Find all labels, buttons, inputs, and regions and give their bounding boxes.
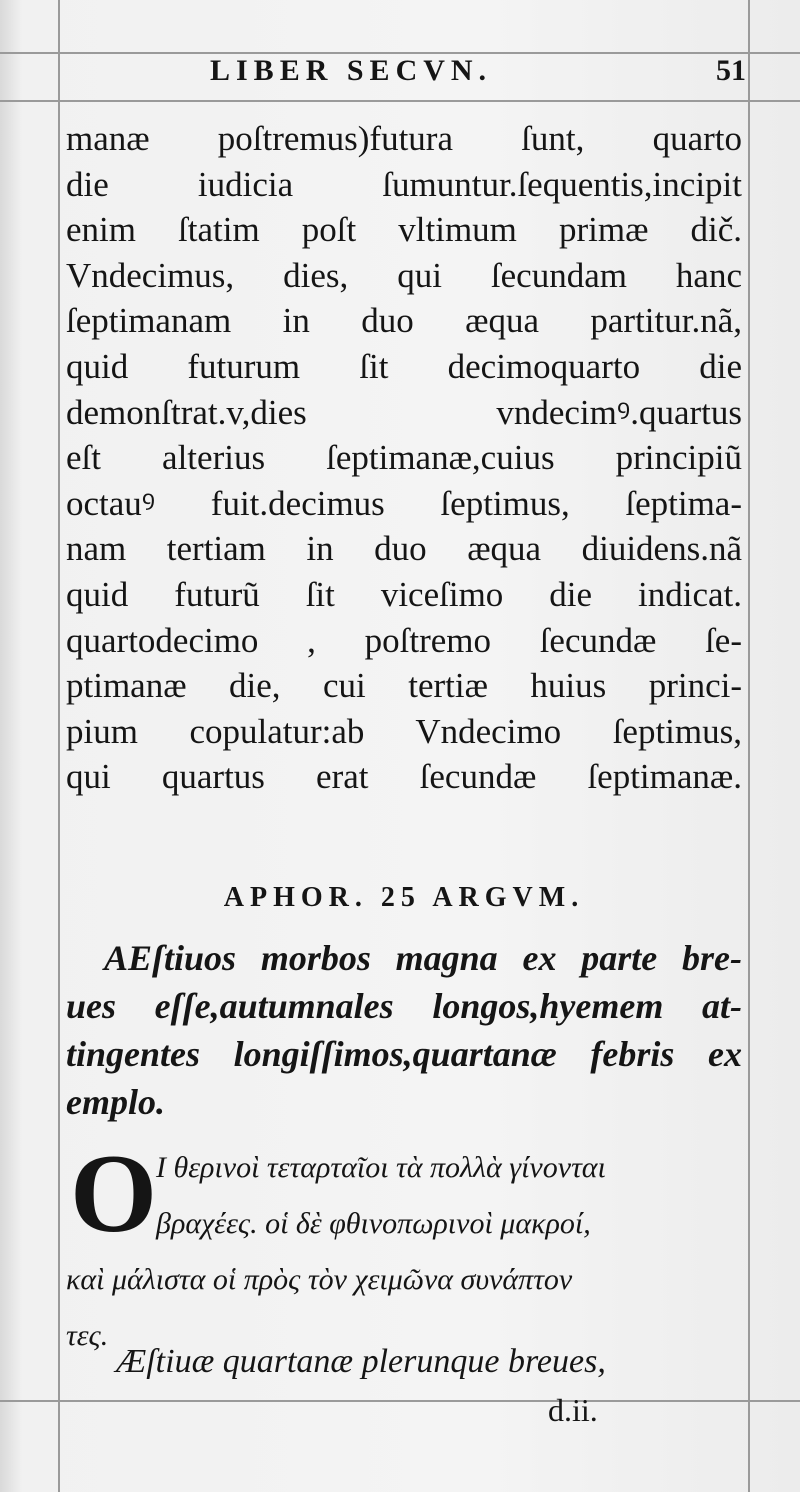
left-margin-rule bbox=[58, 0, 60, 1492]
header-rule bbox=[0, 100, 800, 102]
greek-line: καὶ μάλιστα οἱ πρὸς τὸν χειμῶνα συνάπτον bbox=[66, 1263, 573, 1296]
greek-line: βραχέες. οἱ δὲ φθινοπωρινοὶ μακροί, bbox=[156, 1207, 591, 1240]
right-margin-rule bbox=[748, 0, 750, 1492]
commentary-line: qui quartus erat ſecundæ ſeptimanæ. bbox=[66, 757, 742, 797]
running-head bbox=[210, 54, 770, 94]
closing-paragraph bbox=[66, 1340, 742, 1386]
commentary-line: quartodecimo , poſtremo ſecundæ ſe- bbox=[66, 620, 742, 660]
aphorism-line: ues eſſe,autumnales longos,hyemem at- bbox=[66, 986, 742, 1026]
aphorism-line: tingentes longiſſimos,quartanæ febris ex bbox=[66, 1034, 742, 1074]
commentary-line: quid futurum ſit decimoquarto die bbox=[66, 346, 742, 386]
aphorism-line: emplo. bbox=[66, 1082, 165, 1122]
closing-line: Æſtiuæ quartanæ plerunque breues, bbox=[116, 1343, 606, 1380]
greek-line: τες. bbox=[66, 1319, 109, 1352]
commentary-line: eſt alterius ſeptimanæ,cuius principiũ bbox=[66, 438, 742, 478]
commentary-line: Vndecimus, dies, qui ſecundam hanc bbox=[66, 255, 742, 295]
bottom-rule bbox=[0, 1400, 800, 1402]
page-number: 51 bbox=[716, 54, 746, 87]
commentary-line: ſeptimanam in duo æqua partitur.nã, bbox=[66, 301, 742, 341]
commentary-line: nam tertiam in duo æqua diuidens.nã bbox=[66, 529, 742, 569]
commentary-text bbox=[66, 116, 742, 800]
aphorism-heading: APHOR. 25 ARGVM. bbox=[223, 882, 585, 913]
greek-line: Ι θερινοὶ τεταρταῖοι τὰ πολλὰ γίνονται bbox=[156, 1151, 606, 1184]
aphorism-line: AEſtiuos morbos magna ex parte bre- bbox=[104, 938, 742, 978]
signature-mark: d.ii. bbox=[548, 1392, 598, 1428]
commentary-line: enim ſtatim poſt vltimum primæ dič. bbox=[66, 210, 742, 250]
commentary-line: octauꝰ fuit.decimus ſeptimus, ſeptima- bbox=[66, 483, 742, 523]
commentary-line: demonſtrat.v,dies vndecimꝰ.quartus bbox=[66, 392, 742, 432]
drop-cap: O bbox=[70, 1132, 158, 1256]
commentary-line: quid futurũ ſit viceſimo die indicat. bbox=[66, 574, 742, 614]
commentary-line: manæ poſtremus)futura ſunt, quarto bbox=[66, 119, 742, 158]
aphorism-text bbox=[66, 934, 742, 1126]
commentary-line: ptimanæ die, cui tertiæ huius princi- bbox=[66, 666, 742, 706]
greek-text bbox=[66, 1132, 742, 1364]
running-title: LIBER SECVN. bbox=[210, 54, 493, 87]
commentary-line: die iudicia ſumuntur.ſequentis,incipit bbox=[66, 164, 742, 204]
commentary-line: pium copulatur:ab Vndecimo ſeptimus, bbox=[66, 711, 742, 751]
